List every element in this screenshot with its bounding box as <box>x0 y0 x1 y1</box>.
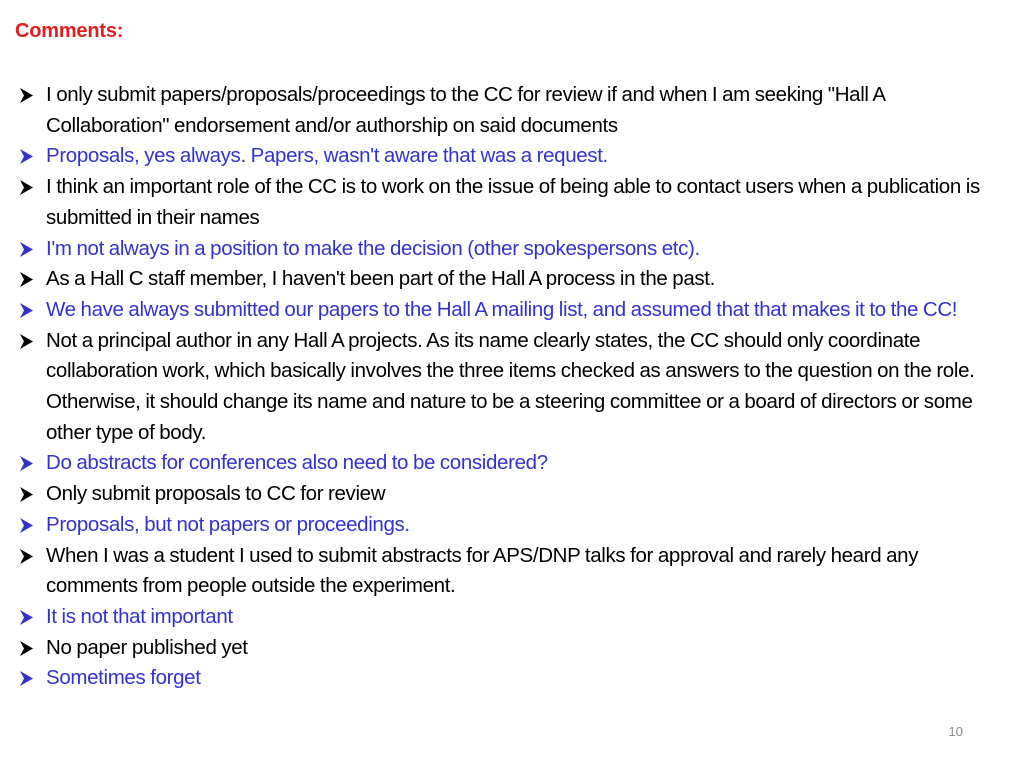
arrowhead-bullet-icon <box>17 633 37 663</box>
comment-text: Only submit proposals to CC for review <box>46 482 386 506</box>
comment-item <box>15 510 1010 541</box>
comment-text: Do abstracts for conferences also need to be considered? <box>46 451 548 475</box>
arrowhead-bullet-icon <box>17 663 37 693</box>
comment-item <box>15 141 1010 172</box>
arrowhead-bullet-icon <box>17 295 37 325</box>
comment-item <box>15 602 1010 633</box>
comment-text: It is not that important <box>46 604 233 628</box>
comment-item <box>15 172 1010 233</box>
comments-list <box>15 80 1010 694</box>
comment-item <box>15 663 1010 694</box>
comment-text: Proposals, but not papers or proceedings. <box>46 512 410 536</box>
page-number: 10 <box>948 724 963 739</box>
comment-item <box>15 479 1010 510</box>
comment-item <box>15 234 1010 265</box>
comment-item <box>15 80 1010 141</box>
comment-item <box>15 633 1010 664</box>
arrowhead-bullet-icon <box>17 510 37 540</box>
comment-text: I'm not always in a position to make the decision (other spokespersons etc). <box>46 236 700 260</box>
comment-text: As a Hall C staff member, I haven't been part of the Hall A process in the past. <box>46 267 715 291</box>
arrowhead-bullet-icon <box>17 479 37 509</box>
comment-text: Proposals, yes always. Papers, wasn't aware that was a request. <box>46 144 608 168</box>
arrowhead-bullet-icon <box>17 80 37 110</box>
arrowhead-bullet-icon <box>17 541 37 571</box>
comment-item <box>15 326 1010 449</box>
comment-text: No paper published yet <box>46 635 248 659</box>
comment-item <box>15 541 1010 602</box>
comment-text: When I was a student I used to submit abstracts for APS/DNP talks for approval and rarely heard any comments from people outside the experiment. <box>46 543 919 598</box>
comments-heading: Comments: <box>15 20 124 42</box>
comment-text: Not a principal author in any Hall A projects. As its name clearly states, the CC should only coordinate collaboration work, which basically involves the three items checked as answers to the question on the role. Otherwise, it should change its name and nature to be a steering committee or a board of directors or some other type of body. <box>46 328 975 444</box>
arrowhead-bullet-icon <box>17 172 37 202</box>
arrowhead-bullet-icon <box>17 448 37 478</box>
comment-text: Sometimes forget <box>46 666 201 690</box>
arrowhead-bullet-icon <box>17 602 37 632</box>
comment-item <box>15 264 1010 295</box>
arrowhead-bullet-icon <box>17 234 37 264</box>
comment-text: We have always submitted our papers to the Hall A mailing list, and assumed that that makes it to the CC! <box>46 297 958 321</box>
comment-item <box>15 295 1010 326</box>
arrowhead-bullet-icon <box>17 326 37 356</box>
comment-item <box>15 448 1010 479</box>
arrowhead-bullet-icon <box>17 141 37 171</box>
comment-text: I think an important role of the CC is to work on the issue of being able to contact users when a publication is submitted in their names <box>46 175 980 229</box>
arrowhead-bullet-icon <box>17 264 37 294</box>
comment-text: I only submit papers/proposals/proceedings to the CC for review if and when I am seeking "Hall A Collaboration" endorsement and/or authorship on said documents <box>46 83 885 137</box>
